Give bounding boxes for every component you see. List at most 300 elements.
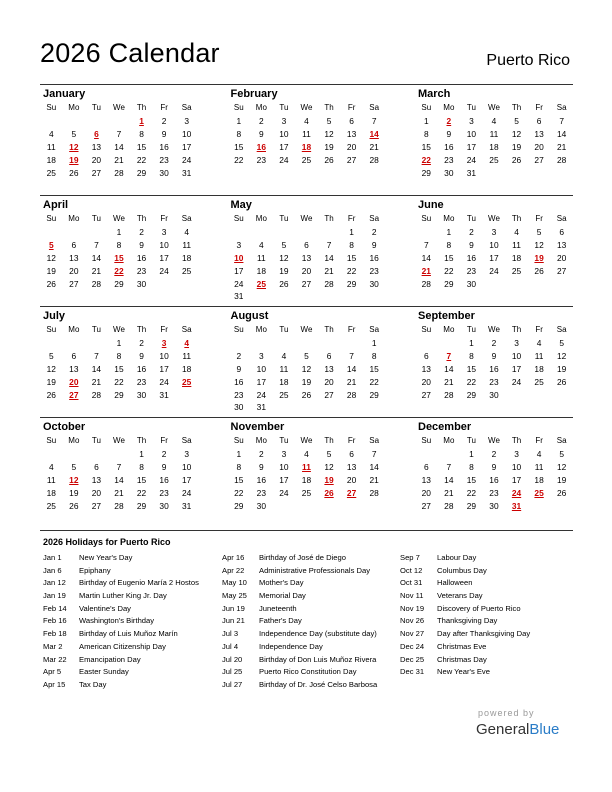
date-cell: 28 — [324, 278, 334, 289]
date-cell: 13 — [421, 474, 431, 485]
weekday-label: Th — [511, 325, 522, 334]
holiday-name: Mother's Day — [259, 578, 304, 588]
weekday-label: Mo — [68, 103, 80, 112]
empty-cell — [63, 448, 86, 461]
holiday-date: 2 — [446, 115, 452, 126]
holiday-date: 27 — [346, 487, 357, 498]
holiday-name: Tax Day — [79, 679, 107, 689]
date-cell: 25 — [301, 487, 312, 498]
date-cell: 30 — [466, 278, 477, 289]
date-cell: 8 — [469, 461, 474, 472]
date-cell: 7 — [116, 128, 122, 139]
month-block — [415, 196, 573, 306]
date-cell: 17 — [279, 474, 289, 485]
weekday-label: Su — [233, 325, 244, 334]
month-block — [40, 196, 198, 306]
date-cell: 22 — [466, 376, 477, 387]
date-cell: 2 — [491, 337, 497, 348]
date-cell: 29 — [444, 278, 454, 289]
empty-cell — [228, 337, 251, 350]
date-cell: 17 — [159, 363, 169, 374]
date-cell: 11 — [256, 252, 266, 263]
weekday-label: Th — [324, 103, 334, 112]
date-cell: 12 — [534, 239, 544, 250]
weekday-label: Su — [46, 103, 57, 112]
date-cell: 19 — [511, 141, 522, 152]
date-cell: 7 — [559, 115, 565, 126]
date-cell: 10 — [279, 128, 289, 139]
date-cell: 11 — [46, 141, 56, 152]
weekday-label: Su — [46, 436, 57, 445]
date-cell: 20 — [346, 141, 357, 152]
holiday-name: Independence Day (substitute day) — [259, 629, 377, 639]
empty-cell — [85, 115, 108, 128]
empty-cell — [63, 226, 86, 239]
holiday-date-label: Oct 31 — [400, 578, 423, 588]
date-cell: 29 — [136, 167, 147, 178]
holiday-name: American Citizenship Day — [79, 641, 166, 651]
holiday-name: Puerto Rico Constitution Day — [259, 667, 357, 677]
date-cell: 29 — [136, 500, 147, 511]
weekday-label: Mo — [443, 436, 455, 445]
holiday-name: Juneteenth — [259, 603, 297, 613]
empty-cell — [295, 290, 318, 303]
date-cell: 9 — [259, 461, 264, 472]
weekday-label: Tu — [91, 325, 101, 334]
date-cell: 21 — [444, 376, 454, 387]
holiday-date: 16 — [256, 141, 266, 152]
date-cell: 23 — [489, 487, 499, 498]
holiday-date-label: Jan 6 — [43, 565, 62, 575]
date-cell: 8 — [236, 128, 242, 139]
date-cell: 4 — [536, 448, 542, 459]
date-cell: 17 — [511, 363, 522, 374]
date-cell: 13 — [69, 252, 79, 263]
empty-cell — [363, 401, 386, 414]
date-cell: 2 — [469, 226, 474, 237]
date-cell: 17 — [182, 474, 192, 485]
weekday-label: Mo — [255, 214, 267, 223]
weekday-label: Su — [46, 214, 57, 223]
weekday-label: Fr — [347, 436, 356, 445]
date-cell: 8 — [116, 239, 122, 250]
date-cell: 11 — [302, 128, 311, 139]
date-cell: 8 — [423, 128, 429, 139]
holiday-date-label: Jan 19 — [43, 591, 66, 601]
weekday-label: Th — [324, 325, 334, 334]
date-cell: 27 — [557, 265, 567, 276]
brand-part-2: Blue — [529, 721, 560, 738]
holiday-date-label: Jul 27 — [222, 679, 243, 689]
date-cell: 31 — [182, 500, 192, 511]
date-cell: 31 — [234, 291, 244, 302]
date-cell: 27 — [69, 278, 79, 289]
date-cell: 30 — [159, 500, 169, 511]
date-cell: 8 — [139, 461, 144, 472]
date-cell: 21 — [114, 487, 124, 498]
weekday-label: Tu — [279, 103, 289, 112]
date-cell: 2 — [161, 448, 167, 459]
date-cell: 20 — [421, 376, 431, 387]
weekday-label: We — [113, 436, 125, 445]
holiday-date-label: Jul 20 — [222, 654, 243, 664]
date-cell: 9 — [446, 128, 452, 139]
date-cell: 14 — [444, 474, 454, 485]
holiday-item — [43, 577, 199, 590]
empty-cell — [550, 500, 573, 513]
holiday-date-label: Jul 3 — [222, 629, 239, 639]
date-cell: 1 — [371, 337, 377, 348]
date-cell: 20 — [69, 265, 79, 276]
date-cell: 1 — [236, 115, 242, 126]
weekday-label: Th — [511, 103, 522, 112]
holiday-date: 5 — [48, 239, 54, 250]
date-cell: 6 — [423, 350, 429, 361]
holiday-name: Discovery of Puerto Rico — [437, 603, 521, 613]
date-cell: 4 — [491, 115, 497, 126]
date-cell: 4 — [184, 226, 190, 237]
date-cell: 21 — [91, 376, 102, 387]
holiday-date: 19 — [324, 474, 334, 485]
holiday-item — [400, 666, 530, 679]
holiday-name: Memorial Day — [259, 591, 306, 601]
date-cell: 29 — [346, 278, 357, 289]
date-cell: 22 — [234, 154, 244, 165]
date-cell: 22 — [369, 376, 379, 387]
date-cell: 24 — [511, 376, 522, 387]
holiday-date: 25 — [256, 278, 266, 289]
empty-cell — [415, 448, 438, 461]
month-block — [40, 85, 198, 195]
holiday-name: Father's Day — [259, 616, 302, 626]
date-cell: 19 — [279, 265, 289, 276]
holiday-date: 12 — [69, 141, 79, 152]
date-cell: 15 — [444, 252, 454, 263]
date-cell: 16 — [159, 141, 169, 152]
date-cell: 8 — [469, 350, 474, 361]
date-cell: 10 — [511, 461, 522, 472]
date-cell: 8 — [236, 461, 242, 472]
holiday-item — [43, 666, 199, 679]
date-cell: 13 — [324, 363, 334, 374]
holiday-item — [400, 628, 530, 641]
date-cell: 26 — [557, 376, 567, 387]
empty-cell — [273, 401, 296, 414]
date-cell: 3 — [161, 226, 167, 237]
date-cell: 25 — [534, 376, 544, 387]
empty-cell — [40, 448, 63, 461]
weekday-label: Mo — [68, 436, 80, 445]
date-cell: 11 — [46, 474, 56, 485]
holiday-name: Thanksgiving Day — [437, 616, 498, 626]
date-cell: 6 — [423, 461, 429, 472]
holiday-date-label: Nov 27 — [400, 629, 425, 639]
weekday-label: Su — [421, 325, 432, 334]
weekday-label: We — [488, 325, 500, 334]
date-cell: 11 — [182, 239, 192, 250]
date-cell: 2 — [161, 115, 167, 126]
holiday-date: 12 — [69, 474, 79, 485]
date-cell: 30 — [136, 278, 147, 289]
holidays-column-3 — [400, 552, 530, 679]
weekday-label: Tu — [91, 103, 101, 112]
month-name: December — [418, 421, 472, 433]
empty-cell — [228, 226, 251, 239]
date-cell: 13 — [421, 363, 431, 374]
date-cell: 22 — [346, 265, 357, 276]
weekday-label: Tu — [279, 214, 289, 223]
holiday-item — [400, 590, 530, 603]
holiday-date-label: Dec 31 — [400, 667, 425, 677]
weekday-label: Tu — [91, 214, 101, 223]
holiday-item — [222, 654, 377, 667]
holiday-date: 27 — [69, 389, 79, 400]
date-cell: 17 — [159, 252, 169, 263]
month-name: June — [418, 199, 444, 211]
date-cell: 4 — [48, 461, 54, 472]
generalblue-logo[interactable] — [476, 721, 559, 738]
weekday-label: Sa — [556, 325, 567, 334]
date-cell: 30 — [489, 500, 499, 511]
date-cell: 16 — [159, 474, 169, 485]
holiday-item — [43, 565, 199, 578]
date-cell: 15 — [234, 474, 244, 485]
holiday-item — [400, 565, 530, 578]
page-title: 2026 Calendar — [40, 38, 220, 68]
weekday-label: Th — [511, 436, 522, 445]
holiday-date: 14 — [369, 128, 379, 139]
empty-cell — [363, 500, 386, 513]
date-cell: 6 — [304, 239, 309, 250]
date-cell: 25 — [279, 389, 289, 400]
empty-cell — [340, 401, 363, 414]
weekday-label: We — [113, 325, 125, 334]
holiday-date-label: Nov 26 — [400, 616, 425, 626]
holiday-name: New Year's Eve — [437, 667, 490, 677]
holiday-name: Veterans Day — [437, 591, 483, 601]
date-cell: 29 — [114, 389, 124, 400]
holiday-item — [43, 641, 199, 654]
date-cell: 17 — [511, 474, 522, 485]
date-cell: 10 — [256, 363, 266, 374]
empty-cell — [318, 226, 341, 239]
holiday-name: Martin Luther King Jr. Day — [79, 591, 167, 601]
date-cell: 13 — [346, 461, 357, 472]
date-cell: 17 — [182, 141, 192, 152]
holiday-name: Birthday of Eugenio María 2 Hostos — [79, 578, 199, 588]
weekday-label: We — [488, 103, 500, 112]
holiday-item — [400, 615, 530, 628]
date-cell: 19 — [46, 376, 56, 387]
date-cell: 17 — [489, 252, 499, 263]
holidays-divider — [40, 530, 573, 531]
date-cell: 23 — [159, 154, 169, 165]
date-cell: 13 — [346, 128, 357, 139]
weekday-label: Sa — [369, 436, 380, 445]
date-cell: 2 — [371, 226, 377, 237]
empty-cell — [250, 337, 273, 350]
empty-cell — [528, 500, 551, 513]
empty-cell — [63, 115, 86, 128]
date-cell: 12 — [557, 461, 567, 472]
empty-cell — [85, 226, 108, 239]
holiday-date: 7 — [446, 350, 452, 361]
date-cell: 12 — [301, 363, 312, 374]
holiday-date: 3 — [161, 337, 167, 348]
date-cell: 18 — [489, 141, 499, 152]
holiday-item — [400, 603, 530, 616]
date-cell: 27 — [301, 278, 312, 289]
weekday-label: Th — [324, 436, 334, 445]
date-cell: 7 — [371, 115, 377, 126]
empty-cell — [415, 226, 438, 239]
month-row — [40, 417, 573, 518]
holiday-date-label: Nov 11 — [400, 591, 424, 601]
date-cell: 19 — [69, 487, 79, 498]
holiday-date-label: Mar 22 — [43, 654, 67, 664]
holiday-date-label: Nov 19 — [400, 603, 425, 613]
date-cell: 20 — [557, 252, 567, 263]
date-cell: 8 — [139, 128, 144, 139]
month-block — [228, 307, 386, 417]
holiday-item — [43, 628, 199, 641]
date-cell: 13 — [69, 363, 79, 374]
date-cell: 6 — [536, 115, 542, 126]
weekday-label: We — [300, 325, 313, 334]
date-cell: 23 — [234, 389, 244, 400]
weekday-label: Su — [233, 436, 244, 445]
calendar-grid — [40, 84, 573, 518]
holiday-name: Birthday of Don Luis Muñoz Rivera — [259, 654, 377, 664]
month-block — [40, 307, 198, 417]
date-cell: 18 — [182, 252, 192, 263]
weekday-label: Mo — [255, 325, 267, 334]
date-cell: 8 — [349, 239, 354, 250]
date-cell: 10 — [182, 128, 192, 139]
weekday-label: Tu — [91, 436, 101, 445]
date-cell: 18 — [256, 265, 266, 276]
date-cell: 15 — [369, 363, 379, 374]
holiday-date: 11 — [302, 461, 311, 472]
date-cell: 30 — [159, 167, 169, 178]
date-cell: 23 — [256, 154, 266, 165]
weekday-label: Sa — [181, 436, 192, 445]
date-cell: 28 — [114, 500, 124, 511]
weekday-label: Fr — [160, 214, 168, 223]
date-cell: 5 — [559, 337, 565, 348]
date-cell: 2 — [236, 350, 242, 361]
date-cell: 14 — [114, 474, 124, 485]
weekday-label: Su — [421, 103, 432, 112]
holiday-item — [222, 641, 377, 654]
date-cell: 17 — [234, 265, 244, 276]
holiday-item — [222, 666, 377, 679]
holiday-date-label: Feb 18 — [43, 629, 67, 639]
empty-cell — [108, 448, 131, 461]
date-cell: 29 — [466, 389, 477, 400]
holiday-date-label: Apr 16 — [222, 553, 245, 562]
month-name: August — [230, 310, 269, 322]
date-cell: 5 — [559, 448, 565, 459]
date-cell: 8 — [371, 350, 377, 361]
date-cell: 31 — [256, 402, 266, 413]
date-cell: 2 — [259, 448, 264, 459]
weekday-label: Su — [233, 103, 244, 112]
date-cell: 4 — [304, 448, 309, 459]
date-cell: 5 — [71, 128, 77, 139]
holiday-date: 15 — [114, 252, 124, 263]
empty-cell — [108, 115, 131, 128]
date-cell: 10 — [182, 461, 192, 472]
date-cell: 24 — [234, 278, 244, 289]
date-cell: 24 — [489, 265, 499, 276]
month-block — [228, 85, 386, 195]
date-cell: 6 — [71, 350, 77, 361]
date-cell: 30 — [234, 402, 244, 413]
date-cell: 4 — [514, 226, 519, 237]
date-cell: 6 — [349, 115, 354, 126]
date-cell: 27 — [91, 500, 102, 511]
date-cell: 6 — [349, 448, 354, 459]
holiday-name: Easter Sunday — [79, 667, 129, 677]
holiday-date-label: Jun 19 — [222, 603, 245, 613]
date-cell: 30 — [489, 389, 499, 400]
holiday-name: Christmas Eve — [437, 641, 487, 651]
date-cell: 28 — [114, 167, 124, 178]
date-cell: 28 — [91, 389, 102, 400]
date-cell: 1 — [236, 448, 242, 459]
date-cell: 23 — [489, 376, 499, 387]
date-cell: 8 — [116, 350, 122, 361]
date-cell: 3 — [469, 115, 474, 126]
date-cell: 14 — [324, 252, 334, 263]
holiday-date: 1 — [139, 115, 144, 126]
date-cell: 3 — [514, 448, 519, 459]
weekday-label: Th — [511, 214, 522, 223]
holiday-date: 20 — [69, 376, 79, 387]
date-cell: 23 — [466, 265, 477, 276]
date-cell: 9 — [259, 128, 264, 139]
holiday-date-label: Oct 12 — [400, 565, 423, 575]
holiday-name: Birthday of José de Diego — [259, 553, 346, 562]
date-cell: 24 — [182, 154, 192, 165]
holiday-date-label: Mar 2 — [43, 641, 63, 651]
empty-cell — [528, 167, 551, 180]
date-cell: 15 — [421, 141, 431, 152]
date-cell: 2 — [139, 337, 144, 348]
date-cell: 22 — [466, 487, 477, 498]
weekday-label: We — [113, 214, 125, 223]
month-name: January — [43, 88, 86, 100]
holiday-name: Emancipation Day — [79, 654, 141, 664]
holiday-date-label: Feb 16 — [43, 616, 67, 626]
date-cell: 14 — [91, 252, 102, 263]
date-cell: 26 — [69, 500, 79, 511]
weekday-label: Mo — [255, 103, 267, 112]
date-cell: 4 — [259, 239, 264, 250]
date-cell: 14 — [557, 128, 567, 139]
date-cell: 27 — [324, 389, 334, 400]
weekday-label: We — [300, 103, 313, 112]
weekday-label: Fr — [160, 325, 168, 334]
date-cell: 18 — [46, 154, 56, 165]
date-cell: 26 — [69, 167, 79, 178]
holiday-item — [400, 654, 530, 667]
date-cell: 17 — [466, 141, 477, 152]
date-cell: 31 — [466, 167, 477, 178]
date-cell: 26 — [534, 265, 544, 276]
month-name: February — [230, 88, 278, 100]
